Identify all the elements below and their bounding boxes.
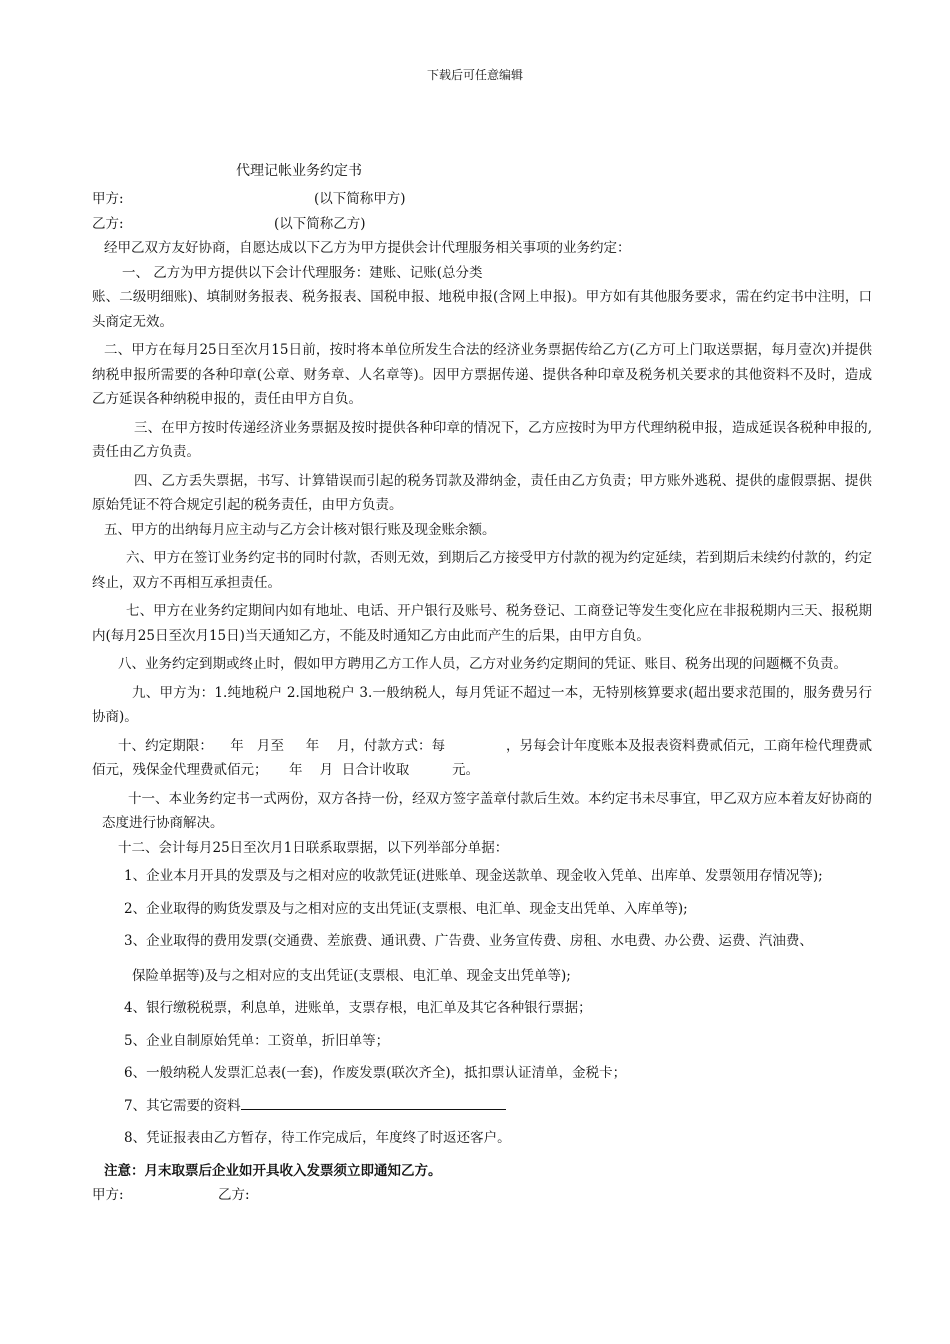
list-item: 4、银行缴税税票，利息单，进账单，支票存根，电汇单及其它各种银行票据； <box>124 1000 592 1016</box>
notice: 注意：月末取票后企业如开具收入发票须立即通知乙方。 <box>104 1162 442 1179</box>
list-item-label: 7、其它需要的资料 <box>124 1097 241 1114</box>
clause-1-rest: 账、二级明细账)、填制财务报表、税务报表、国税申报、地税申报(含网上申报)。甲方如有其他服务要求，需在约定书中注明，口头商定无效。 <box>92 289 872 330</box>
clause-10: 十、约定期限： 年 月至 年 月，付款方式：每 ，另每会计年度账本及报表资料费贰佰元，工商年检代理费贰佰元，残保金代理费贰佰元； 年 月 日合计收取 元。 <box>92 737 872 778</box>
clause-7: 七、甲方在业务约定期间内如有地址、电话、开户银行及账号、税务登记、工商登记等发生变化应在非报税期内三天、报税期内(每月25日至次月15日)当天通知乙方，不能及时通知乙方由此而产生的后果，由甲方自负。 <box>92 603 872 644</box>
clause-2: 二、甲方在每月25日至次月15日前，按时将本单位所发生合法的经济业务票据传给乙方(乙方可上门取送票据，每月壹次)并提供纳税申报所需要的各种印章(公章、财务章、人名章等)。因甲方票据传递、提供各种印章及税务机关要求的其他资料不及时，造成乙方延误各种纳税申报的，责任由甲方自负。 <box>92 342 872 407</box>
list-item: 1、企业本月开具的发票及与之相对应的收款凭证(进账单、现金送款单、现金收入凭单、出库单、发票领用存情况等); <box>124 868 823 884</box>
clause-8: 八、业务约定到期或终止时，假如甲方聘用乙方工作人员，乙方对业务约定期间的凭证、账目、税务出现的问题概不负责。 <box>118 656 847 672</box>
clause-12: 十二、会计每月25日至次月1日联系取票据，以下列举部分单据： <box>118 839 509 856</box>
clause-3: 三、在甲方按时传递经济业务票据及按时提供各种印章的情况下，乙方应按时为甲方代理纳税申报，造成延误各税种申报的, 责任由乙方负责。 <box>92 419 872 460</box>
document-body <box>92 187 872 1208</box>
party-a-line <box>92 187 872 212</box>
list-item: 6、一般纳税人发票汇总表(一套)，作废发票(联次齐全)，抵扣票认证清单，金税卡； <box>124 1065 627 1081</box>
signature-party-a: 甲方: <box>92 1187 124 1203</box>
party-b-line <box>92 212 872 237</box>
document-title: 代理记帐业务约定书 <box>236 163 362 179</box>
clause-4: 四、乙方丢失票据，书写、计算错误而引起的税务罚款及滞纳金，责任由乙方负责；甲方账外逃税、提供的虚假票据、提供原始凭证不符合规定引起的税务责任，由甲方负责。 <box>92 472 872 513</box>
header-note: 下载后可任意编辑 <box>426 68 523 82</box>
party-b-suffix: (以下简称乙方) <box>274 215 366 232</box>
list-item: 8、凭证报表由乙方暂存，待工作完成后，年度终了时返还客户。 <box>124 1130 511 1146</box>
list-item: 3、企业取得的费用发票(交通费、差旅费、通讯费、广告费、业务宣传费、房租、水电费、办公费、运费、汽油费、 <box>124 933 813 949</box>
party-a-suffix: (以下简称甲方) <box>314 191 406 207</box>
clause-5: 五、甲方的出纳每月应主动与乙方会计核对银行账及现金账余额。 <box>104 521 496 538</box>
fill-in-blank <box>241 1095 506 1110</box>
document-list <box>92 864 872 1151</box>
signature-line <box>92 1183 872 1208</box>
party-b-label: 乙方: <box>92 215 124 232</box>
list-item-other-materials <box>92 1094 872 1119</box>
clause-9: 九、甲方为：1.纯地税户 2.国地税户 3.一般纳税人，每月凭证不超过一本，无特别核算要求(超出要求范围的，服务费另行协商)。 <box>92 684 872 725</box>
signature-party-b: 乙方: <box>218 1187 250 1203</box>
list-item: 2、企业取得的购货发票及与之相对应的支出凭证(支票根、电汇单、现金支出凭单、入库单等); <box>124 900 688 917</box>
list-item: 5、企业自制原始凭单：工资单，折旧单等； <box>124 1032 390 1049</box>
party-a-label: 甲方: <box>92 191 124 207</box>
clause-1-first-line: 一、 乙方为甲方提供以下会计代理服务：建账、记账(总分类 <box>122 264 483 281</box>
list-item: 保险单据等)及与之相对应的支出凭证(支票根、电汇单、现金支出凭单等); <box>132 967 571 984</box>
clause-6: 六、甲方在签订业务约定书的同时付款，否则无效，到期后乙方接受甲方付款的视为约定延续，若到期后未续约付款的，约定终止，双方不再相互承担责任。 <box>92 550 872 591</box>
clause-11: 十一、本业务约定书一式两份，双方各持一份，经双方签字盖章付款后生效。本约定书未尽事宜，甲乙双方应本着友好协商的态度进行协商解决。 <box>102 790 872 831</box>
intro-paragraph: 经甲乙双方友好协商，自愿达成以下乙方为甲方提供会计代理服务相关事项的业务约定： <box>104 240 631 256</box>
